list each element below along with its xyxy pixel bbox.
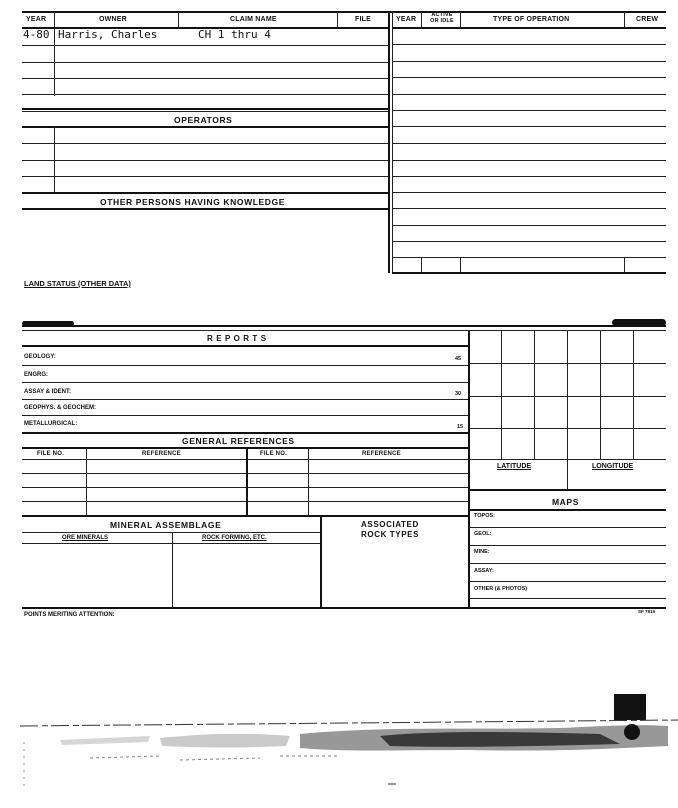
general-references-title: GENERAL REFERENCES (182, 436, 295, 446)
header-claim-name: CLAIM NAME (230, 16, 277, 23)
ref-header-file-no-2: FILE NO. (260, 451, 287, 457)
report-num-geology: 45 (455, 356, 462, 362)
report-label-assay: ASSAY & IDENT: (24, 389, 72, 395)
points-meriting-attention-label: POINTS MERITING ATTENTION: (24, 612, 115, 618)
other-persons-title: OTHER PERSONS HAVING KNOWLEDGE (100, 197, 286, 207)
maps-other: OTHER (& PHOTOS) (474, 586, 528, 592)
longitude-label: LONGITUDE (592, 463, 634, 470)
reports-title: R E P O R T S (207, 334, 267, 343)
associated-rock-types-line2: ROCK TYPES (361, 530, 420, 539)
scan-smudge (0, 690, 678, 800)
report-num-assay: 30 (455, 391, 462, 397)
owner-row-claim-name: CH 1 thru 4 (198, 28, 271, 41)
ref-header-file-no-1: FILE NO. (37, 451, 64, 457)
ore-minerals-label: ORE MINERALS (62, 535, 109, 541)
ref-header-reference-1: REFERENCE (142, 451, 181, 457)
header-file: FILE (355, 16, 371, 23)
report-label-geophys: GEOPHYS. & GEOCHEM: (24, 405, 97, 411)
report-label-engrg: ENGRG: (24, 372, 48, 378)
form-number: SF 7815 (638, 609, 656, 614)
operators-title: OPERATORS (174, 115, 233, 125)
maps-topos: TOPOS: (474, 513, 495, 519)
header-crew: CREW (636, 16, 659, 23)
header-active-idle: ACTIVE OR IDLE (430, 12, 454, 24)
rock-forming-label: ROCK FORMING, ETC. (202, 535, 267, 541)
maps-assay: ASSAY: (474, 568, 494, 574)
header-year: YEAR (26, 16, 47, 23)
header-op-year: YEAR (396, 16, 417, 23)
mineral-assemblage-title: MINERAL ASSEMBLAGE (110, 520, 222, 530)
report-num-metallurgical: 15 (457, 424, 464, 430)
maps-mine: MINE: (474, 549, 490, 555)
latitude-label: LATITUDE (497, 463, 532, 470)
header-owner: OWNER (99, 16, 127, 23)
ref-header-reference-2: REFERENCE (362, 451, 401, 457)
report-label-metallurgical: METALLURGICAL: (24, 421, 78, 427)
owner-row-year: 4-80 (23, 28, 50, 41)
report-label-geology: GEOLOGY: (24, 354, 56, 360)
header-type-of-operation: TYPE OF OPERATION (493, 16, 570, 23)
land-status-label: LAND STATUS (OTHER DATA) (24, 279, 131, 288)
associated-rock-types-line1: ASSOCIATED (361, 520, 419, 529)
owner-row-owner: Harris, Charles (58, 28, 158, 41)
maps-title: MAPS (552, 497, 579, 507)
maps-geol: GEOL: (474, 531, 492, 537)
